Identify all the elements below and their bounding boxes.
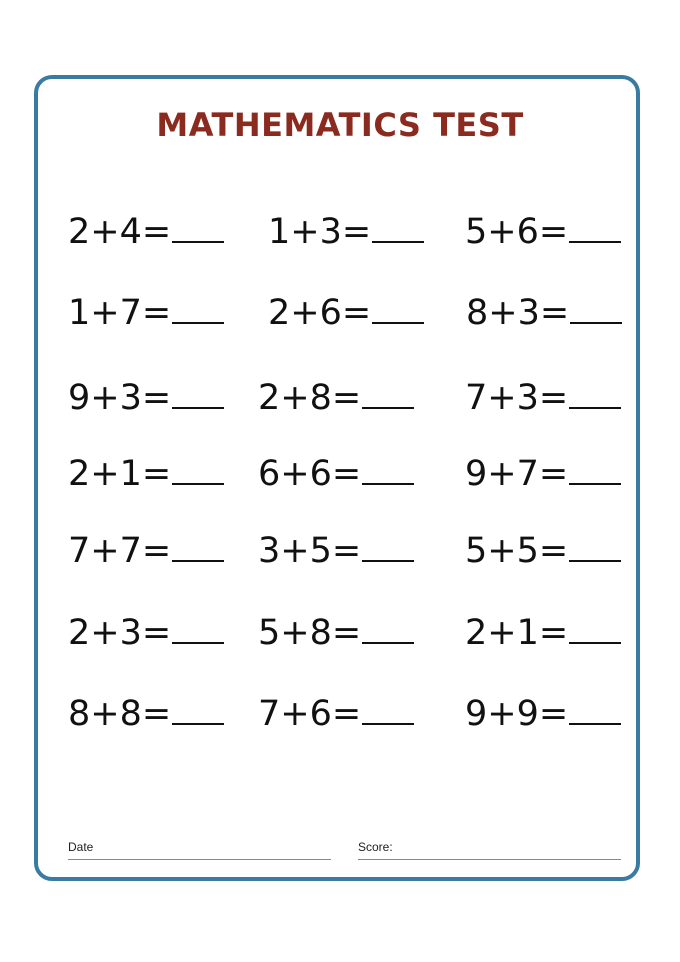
answer-blank[interactable] (362, 379, 414, 409)
answer-blank[interactable] (362, 614, 414, 644)
answer-blank[interactable] (570, 294, 622, 324)
problem-r4-c3: 9+7= (465, 455, 621, 492)
answer-blank[interactable] (172, 532, 224, 562)
worksheet-title: MATHEMATICS TEST (156, 106, 524, 144)
answer-blank[interactable] (569, 532, 621, 562)
answer-blank[interactable] (569, 379, 621, 409)
answer-blank[interactable] (372, 213, 424, 243)
answer-blank[interactable] (172, 695, 224, 725)
problem-r3-c3: 7+3= (465, 379, 621, 416)
problem-r4-c2: 6+6= (258, 455, 414, 492)
problem-r4-c1: 2+1= (68, 455, 224, 492)
answer-blank[interactable] (569, 614, 621, 644)
score-line[interactable] (358, 859, 621, 860)
problem-r1-c2: 1+3= (268, 213, 424, 250)
answer-blank[interactable] (172, 294, 224, 324)
answer-blank[interactable] (172, 614, 224, 644)
score-label: Score: (358, 840, 393, 854)
problem-r6-c3: 2+1= (465, 614, 621, 651)
problem-r5-c1: 7+7= (68, 532, 224, 569)
date-line[interactable] (68, 859, 331, 860)
answer-blank[interactable] (172, 455, 224, 485)
answer-blank[interactable] (362, 532, 414, 562)
problem-r7-c3: 9+9= (465, 695, 621, 732)
problem-r2-c2: 2+6= (268, 294, 424, 331)
problem-r7-c1: 8+8= (68, 695, 224, 732)
answer-blank[interactable] (372, 294, 424, 324)
problem-r6-c2: 5+8= (258, 614, 414, 651)
problem-r5-c2: 3+5= (258, 532, 414, 569)
problem-r3-c2: 2+8= (258, 379, 414, 416)
problem-r7-c2: 7+6= (258, 695, 414, 732)
answer-blank[interactable] (362, 455, 414, 485)
answer-blank[interactable] (362, 695, 414, 725)
answer-blank[interactable] (172, 379, 224, 409)
problem-r2-c1: 1+7= (68, 294, 224, 331)
answer-blank[interactable] (569, 695, 621, 725)
answer-blank[interactable] (569, 213, 621, 243)
problem-r3-c1: 9+3= (68, 379, 224, 416)
answer-blank[interactable] (172, 213, 224, 243)
date-label: Date (68, 840, 94, 854)
problem-r1-c1: 2+4= (68, 213, 224, 250)
problem-r6-c1: 2+3= (68, 614, 224, 651)
problem-r1-c3: 5+6= (465, 213, 621, 250)
problem-r2-c3: 8+3= (466, 294, 622, 331)
problem-r5-c3: 5+5= (465, 532, 621, 569)
answer-blank[interactable] (569, 455, 621, 485)
